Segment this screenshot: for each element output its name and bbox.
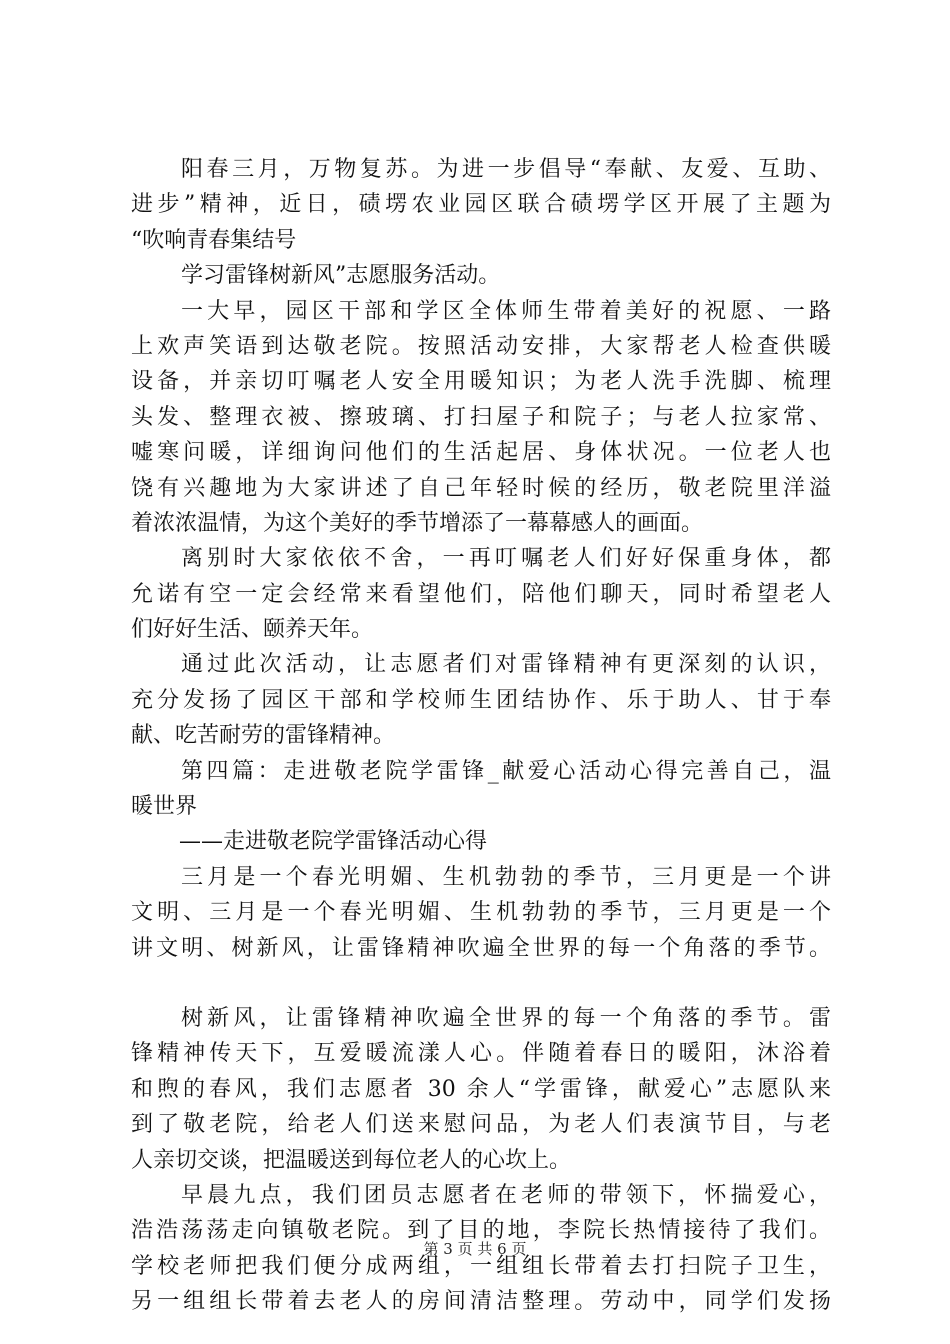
- paragraph-line: 锋精神传天下，互爱暖流漾人心。伴随着春日的暖阳，沐浴着: [131, 1041, 831, 1067]
- paragraph-line: 一大早，园区干部和学区全体师生带着美好的祝愿、一路: [181, 298, 831, 324]
- paragraph-line: 文明、三月是一个春光明媚、生机勃勃的季节，三月更是一个: [131, 900, 831, 926]
- paragraph-line: 通过此次活动，让志愿者们对雷锋精神有更深刻的认识，: [181, 652, 831, 678]
- paragraph-line: 和煦的春风，我们志愿者 30 余人“学雷锋，献爱心”志愿队来: [131, 1076, 831, 1102]
- document-body: [131, 152, 831, 1320]
- paragraph-line: 饶有兴趣地为大家讲述了自己年轻时候的经历，敬老院里洋溢: [131, 475, 831, 501]
- paragraph-line: “吹响青春集结号: [131, 227, 297, 253]
- paragraph-line: 们好好生活、颐养天年。: [131, 617, 374, 643]
- paragraph-line: 另一组组长带着去老人的房间清洁整理。劳动中，同学们发扬: [131, 1289, 831, 1315]
- paragraph-line: 到了敬老院，给老人们送来慰问品，为老人们表演节目，与老: [131, 1112, 831, 1138]
- paragraph-line: 进步”精神，近日，碛塄农业园区联合碛塄学区开展了主题为: [131, 192, 831, 218]
- paragraph-line: 嘘寒问暖，详细询问他们的生活起居、身体状况。一位老人也: [131, 440, 831, 466]
- paragraph-line: 浩浩荡荡走向镇敬老院。到了目的地，李院长热情接待了我们。: [131, 1218, 831, 1244]
- paragraph-line: 离别时大家依依不舍，一再叮嘱老人们好好保重身体，都: [181, 546, 831, 572]
- paragraph-line: 三月是一个春光明媚、生机勃勃的季节，三月更是一个讲: [181, 864, 831, 890]
- paragraph-line: 阳春三月，万物复苏。为进一步倡导“奉献、友爱、互助、: [181, 157, 831, 182]
- paragraph-line: 着浓浓温情，为这个美好的季节增添了一幕幕感人的画面。: [131, 510, 704, 536]
- paragraph-line: 上欢声笑语到达敬老院。按照活动安排，大家帮老人检查供暖: [131, 333, 831, 359]
- paragraph-gap: [131, 966, 831, 1001]
- paragraph-line: 学校老师把我们便分成两组，一组组长带着去打扫院子卫生，: [131, 1253, 831, 1279]
- section-subtitle: ——走进敬老院学雷锋活动心得: [179, 829, 488, 855]
- section-heading-line: 第四篇：走进敬老院学雷锋_献爱心活动心得完善自己，温: [181, 758, 831, 784]
- paragraph-line: 充分发扬了园区干部和学校师生团结协作、乐于助人、甘于奉: [131, 687, 831, 713]
- paragraph-line: 允诺有空一定会经常来看望他们，陪他们聊天，同时希望老人: [131, 581, 831, 607]
- paragraph-line: 讲文明、树新风，让雷锋精神吹遍全世界的每一个角落的季节。: [131, 935, 831, 961]
- page-number-footer: 第 3 页 共 6 页: [423, 1240, 527, 1258]
- paragraph-line: 人亲切交谈，把温暖送到每位老人的心坎上。: [131, 1147, 572, 1173]
- paragraph-line: 学习雷锋树新风”志愿服务活动。: [181, 263, 501, 289]
- paragraph-line: 头发、整理衣被、擦玻璃、打扫屋子和院子；与老人拉家常、: [131, 404, 831, 430]
- paragraph-line: 设备，并亲切叮嘱老人安全用暖知识；为老人洗手洗脚、梳理: [131, 369, 831, 395]
- paragraph-line: 早晨九点，我们团员志愿者在老师的带领下，怀揣爱心，: [181, 1182, 831, 1208]
- section-heading-line: 暖世界: [131, 794, 198, 820]
- paragraph-line: 献、吃苦耐劳的雷锋精神。: [131, 723, 396, 749]
- paragraph-line: 树新风，让雷锋精神吹遍全世界的每一个角落的季节。雷: [181, 1005, 831, 1031]
